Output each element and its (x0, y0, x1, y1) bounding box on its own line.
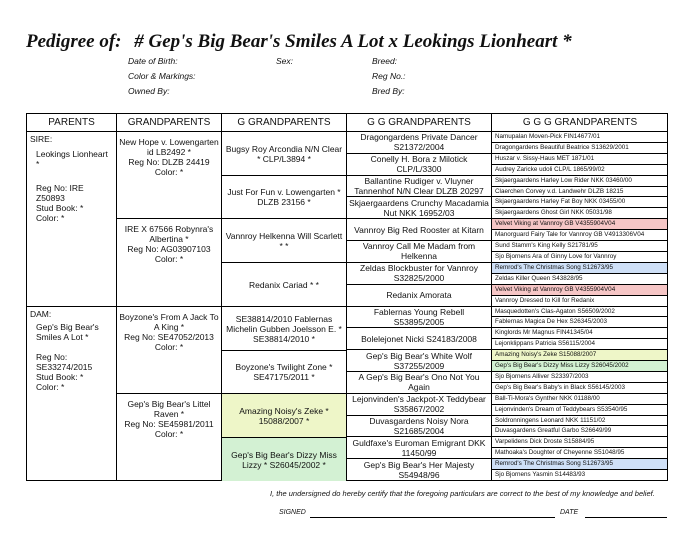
date-of-birth-label: Date of Birth: (128, 56, 178, 66)
ggg-grandparent-cell: Lejonklippans Patricia S56115/2004 (492, 339, 667, 350)
sire-label: SIRE: (30, 134, 53, 144)
gg-grandparent-cell: Gep's Big Bear's Her Majesty S54948/96 (347, 459, 492, 481)
g-grandparent-cell: Boyzone's Twilight Zone * SE47175/2011 * (222, 351, 347, 394)
dam-name: Gep's Big Bear's Smiles A Lot * (36, 322, 99, 342)
ggg-grandparent-cell: Mathoaka's Doughter of Cheyenne S51048/95 (492, 448, 667, 459)
ggg-grandparent-cell: Kinglords Mr Magnus FIN41345/04 (492, 328, 667, 339)
date-label: DATE (560, 509, 579, 516)
dog-name: # Gep's Big Bear's Smiles A Lot x Leokings Lionheart * (134, 31, 572, 52)
gg-grandparent-cell: Ballantine Rudiger v. Vluyner Tannenhof N/N Clear DLZB 20297 (347, 176, 492, 198)
header-g-grandparents: G GRANDPARENTS (222, 114, 347, 132)
ggg-grandparent-cell: Skjaergaardens Harley Low Rider NKK 03460/00 (492, 176, 667, 187)
header-gg-grandparents: G G GRANDPARENTS (347, 114, 492, 132)
gg-grandparent-cell: Vannroy Call Me Madam from Helkenna (347, 241, 492, 263)
grandparent-reg: Reg No: SE47052/2013 (124, 332, 214, 342)
sire-reg: Reg No: IRE Z50893 (36, 183, 84, 203)
gg-grandparent-cell: Skjaergaardens Crunchy Macadamia Nut NKK 16952/03 (347, 197, 492, 219)
grandparent-name: New Hope v. Lowengarten id LB2492 * (119, 137, 219, 157)
title-label: Pedigree of: (26, 31, 122, 52)
ggg-grandparent-cell: Vannroy Dressed to Kill for Redanix (492, 296, 667, 307)
ggg-grandparent-cell: Velvet Viking at Vannroy GB V4355904V04 (492, 219, 667, 230)
ggg-grandparent-cell: Amazing Noisy's Zeke S15088/2007 (492, 350, 667, 361)
gg-grandparent-cell: Bolelejonet Nicki S24183/2008 (347, 328, 492, 350)
ggg-grandparent-cell: Gep's Big Bear's Dizzy Miss Lizzy S26045/2002 (492, 361, 667, 372)
ggg-grandparent-cell: Sjo Bjornens Ara of Ginny Love for Vannroy (492, 252, 667, 263)
pedigree-table (26, 113, 668, 481)
ggg-grandparent-cell: Zeldas Killer Queen S43828/95 (492, 274, 667, 285)
gg-grandparent-cell: Vannroy Big Red Rooster at Kitarn (347, 219, 492, 241)
grandparent-name: Gep's Big Bear's Littel Raven * (127, 399, 211, 419)
dam-cell (27, 307, 117, 481)
grandparent-cell (117, 219, 222, 307)
breed-label: Breed: (372, 56, 398, 66)
ggg-grandparent-cell: Masquedotten's Clas-Agaton S56509/2002 (492, 307, 667, 318)
page-title (26, 31, 572, 53)
g-grandparent-cell: Bugsy Roy Arcondia N/N Clear * CLP/L3894 * (222, 132, 347, 176)
g-grandparent-cell: SE38814/2010 Fablernas Michelin Gubben Joelsson E. * SE38814/2010 * (222, 307, 347, 351)
sire-color: Color: * (36, 213, 65, 223)
signed-label: SIGNED (279, 509, 306, 516)
g-grandparent-cell-highlighted: Gep's Big Bear's Dizzy Miss Lizzy * S26045/2002 * (222, 438, 347, 481)
g-grandparent-cell-highlighted: Amazing Noisy's Zeke * 15088/2007 * (222, 394, 347, 438)
dam-color: Color: * (36, 382, 65, 392)
ggg-grandparent-cell: Audrey Zaricke udoli CLP/L 1865/99/02 (492, 165, 667, 176)
header-parents: PARENTS (27, 114, 117, 132)
grandparent-reg: Reg No: AG03907103 (127, 244, 211, 254)
dam-stud: Stud Book: * (36, 372, 84, 382)
ggg-grandparent-cell: Sund Stamm's King Kelly S21781/95 (492, 241, 667, 252)
owned-by-label: Owned By: (128, 86, 170, 96)
sire-stud: Stud Book: * (36, 203, 84, 213)
sire-name: Leokings Lionheart * (36, 149, 108, 169)
sire-cell (27, 132, 117, 307)
g-grandparent-cell: Just For Fun v. Lowengarten * DLZB 23156 * (222, 176, 347, 219)
ggg-grandparent-cell: Namupalan Moven-Pick FIN14677/01 (492, 132, 667, 143)
grandparent-cell (117, 307, 222, 394)
ggg-grandparent-cell: Dragongardens Beautiful Beatrice S13629/2001 (492, 143, 667, 154)
header-grandparents: GRANDPARENTS (117, 114, 222, 132)
reg-no-label: Reg No.: (372, 71, 406, 81)
gg-grandparent-cell: Duvasgardens Noisy Nora S21685/2004 (347, 416, 492, 438)
grandparent-cell (117, 394, 222, 481)
sex-label: Sex: (276, 56, 294, 66)
grandparent-color: Color: * (154, 429, 184, 439)
ggg-grandparent-cell: Duvasgardens Greatful Garbo S26649/99 (492, 426, 667, 437)
gg-grandparent-cell: A Gep's Big Bear's Ono Not You Again (347, 372, 492, 394)
certification-text: I, the undersigned do hereby certify that the foregoing particulars are correct to the best of my knowledge and belief. (270, 489, 655, 498)
ggg-grandparent-cell: Ball-Ti-Mora's Gynther NKK 01188/00 (492, 394, 667, 405)
dam-label: DAM: (30, 309, 52, 319)
ggg-grandparent-cell: Remrod's The Christmas Song S12673/95 (492, 263, 667, 274)
gg-grandparent-cell: Redanix Amorata (347, 285, 492, 307)
grandparent-reg: Reg No: DLZB 24419 (128, 157, 210, 167)
ggg-grandparent-cell: Sjo Bjornens Yasmin S14483/93 (495, 471, 586, 479)
bred-by-label: Bred By: (372, 86, 405, 96)
color-markings-label: Color & Markings: (128, 71, 196, 81)
gg-grandparent-cell: Lejonvinden's Jackpot-X Teddybear S35867/2002 (347, 394, 492, 416)
grandparent-color: Color: * (154, 342, 184, 352)
ggg-grandparent-cell: Claerchen Corvey v.d. Landwehr DLZB 18215 (492, 187, 667, 198)
ggg-grandparent-cell: Sjo Bjornens Alliver S23397/2003 (492, 372, 667, 383)
ggg-grandparent-cell: Varpelidens Dick Droste S15884/95 (492, 437, 667, 448)
gg-grandparent-cell: Fablernas Young Rebell S53895/2005 (347, 307, 492, 329)
ggg-grandparent-cell: Huszar v. Sissy-Haus MET 1871/01 (492, 154, 667, 165)
ggg-grandparent-cell: Fablernas Magica De Hex S26345/2003 (492, 317, 667, 328)
ggg-grandparent-cell: Remrod's The Christmas Song S12673/95 (492, 459, 667, 470)
g-grandparent-cell: Vannroy Helkenna Will Scarlett * * (222, 219, 347, 263)
gg-grandparent-cell: Conelly H. Bora z Milotick CLP/L/3300 (347, 154, 492, 176)
grandparent-reg: Reg No: SE45981/2011 (124, 419, 214, 429)
date-line[interactable] (585, 517, 667, 518)
grandparent-name: IRE X 67566 Robynra's Albertina * (124, 224, 214, 244)
ggg-grandparent-cell: Velvet Viking at Vannroy GB V4355904V04 (492, 285, 667, 296)
grandparent-color: Color: * (154, 167, 184, 177)
ggg-grandparent-cell: Manorguard Fairy Tale for Vannroy GB V4913306V04 (492, 230, 667, 241)
gg-grandparent-cell: Zeldas Blockbuster for Vannroy S32825/2000 (347, 263, 492, 285)
g-grandparent-cell: Redanix Cariad * * (222, 263, 347, 307)
ggg-grandparent-cell: Lejonvinden's Dream of Teddybears S53540/95 (492, 405, 667, 416)
dam-reg: Reg No: SE33274/2015 (36, 352, 93, 372)
grandparent-color: Color: * (154, 254, 184, 264)
signature-line[interactable] (310, 517, 555, 518)
ggg-grandparent-cell: Skjaergaardens Ghost Girl NKK 05031/98 (492, 208, 667, 219)
gg-grandparent-cell: Guldfaxe's Euroman Emigrant DKK 11450/99 (347, 437, 492, 459)
header-ggg-grandparents: G G G GRANDPARENTS (492, 114, 668, 132)
ggg-grandparent-cell: Soldronningens Leonard NKK 11151/02 (492, 416, 667, 427)
gg-grandparent-cell: Gep's Big Bear's White Wolf S37255/2009 (347, 350, 492, 372)
gg-grandparent-cell: Dragongardens Private Dancer S21372/2004 (347, 132, 492, 154)
grandparent-name: Boyzone's From A Jack To A King * (119, 312, 219, 332)
ggg-grandparent-cell: Skjaergaardens Harley Fat Boy NKK 03455/00 (492, 197, 667, 208)
grandparent-cell (117, 132, 222, 219)
ggg-grandparent-cell: Gep's Big Bear's Baby's in Black S56145/2003 (492, 383, 667, 394)
